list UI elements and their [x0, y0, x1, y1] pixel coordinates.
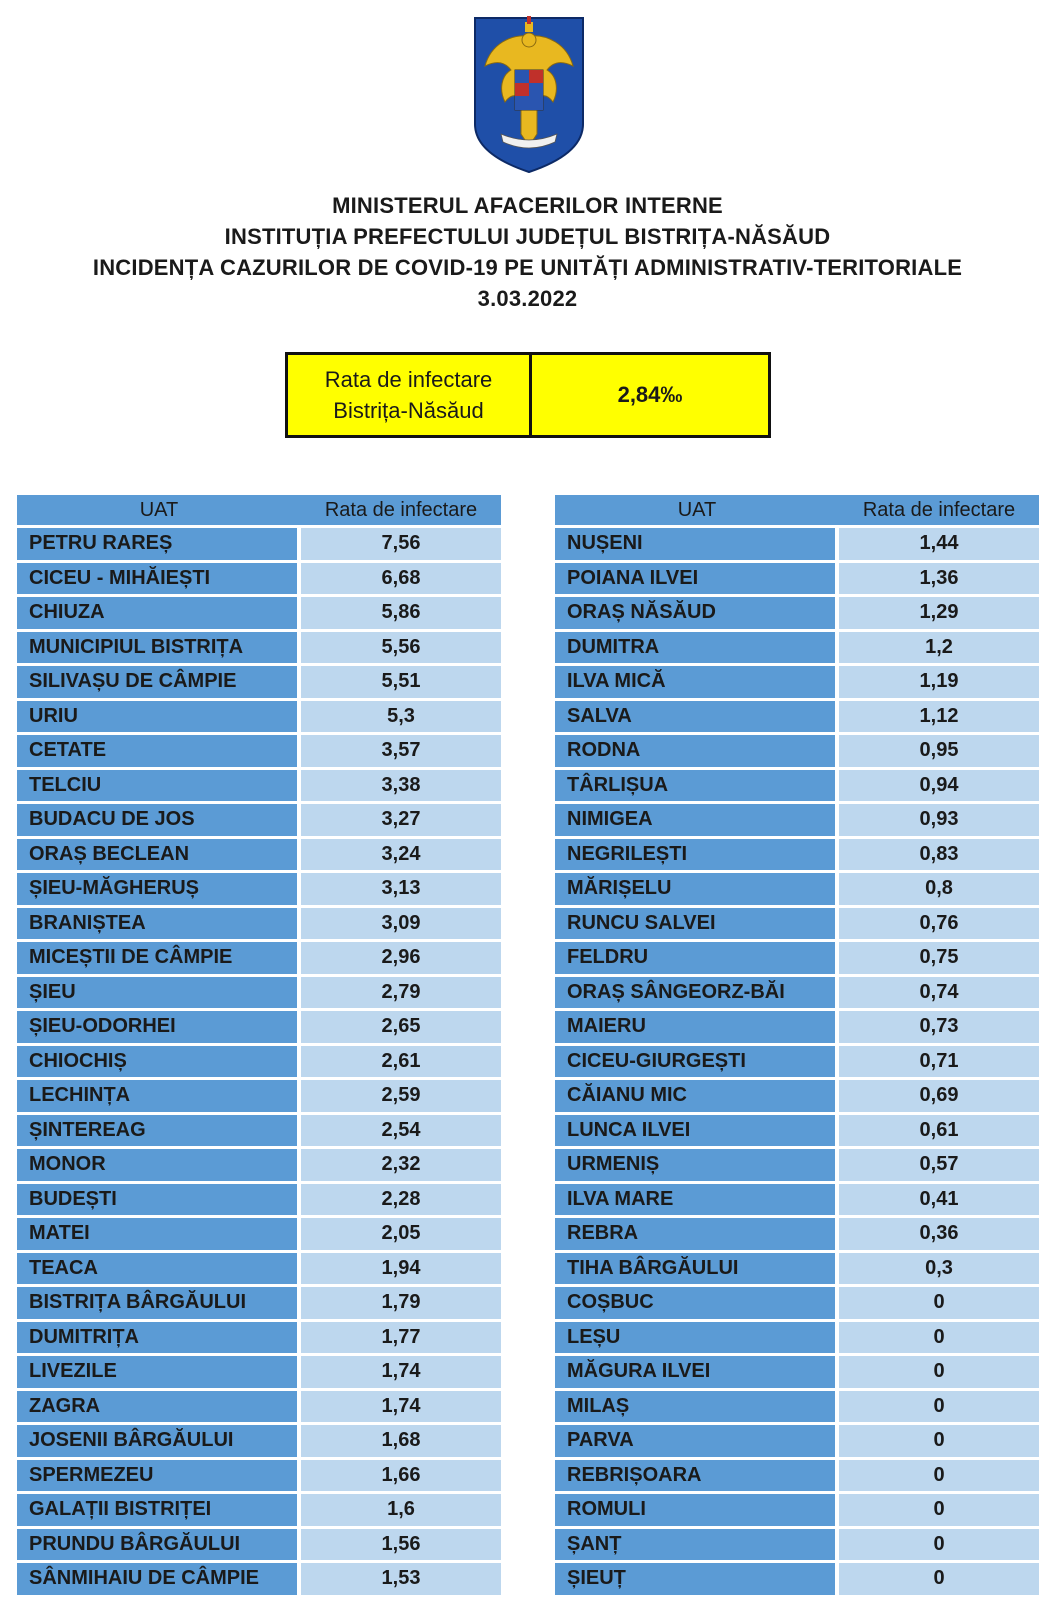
county-rate-box [285, 352, 771, 438]
uat-name-cell: REBRIȘOARA [555, 1460, 835, 1492]
table-row [17, 1529, 501, 1561]
uat-name-cell: POIANA ILVEI [555, 563, 835, 595]
uat-name-cell: BUDACU DE JOS [17, 804, 297, 836]
uat-name-cell: ZAGRA [17, 1391, 297, 1423]
infection-rate-cell: 2,59 [301, 1080, 501, 1112]
table-row [555, 1149, 1039, 1181]
report-date: 3.03.2022 [477, 286, 578, 311]
uat-table-right [555, 495, 1039, 1598]
table-row [17, 1563, 501, 1595]
infection-rate-cell: 1,53 [301, 1563, 501, 1595]
uat-name-cell: SÂNMIHAIU DE CÂMPIE [17, 1563, 297, 1595]
uat-name-cell: PARVA [555, 1425, 835, 1457]
uat-name-cell: ȘIEU-MĂGHERUȘ [17, 873, 297, 905]
uat-name-cell: ORAȘ BECLEAN [17, 839, 297, 871]
infection-rate-cell: 0,95 [839, 735, 1039, 767]
infection-rate-cell: 0,73 [839, 1011, 1039, 1043]
table-row [555, 873, 1039, 905]
table-row [17, 632, 501, 664]
uat-name-cell: CETATE [17, 735, 297, 767]
infection-rate-cell: 1,74 [301, 1356, 501, 1388]
uat-name-cell: TELCIU [17, 770, 297, 802]
uat-name-cell: DUMITRIȚA [17, 1322, 297, 1354]
table-row [17, 1115, 501, 1147]
uat-name-cell: SPERMEZEU [17, 1460, 297, 1492]
table-row [17, 666, 501, 698]
table-row [555, 1356, 1039, 1388]
infection-rate-cell: 1,68 [301, 1425, 501, 1457]
table-row [555, 528, 1039, 560]
infection-rate-cell: 0,61 [839, 1115, 1039, 1147]
uat-name-cell: BISTRIȚA BÂRGĂULUI [17, 1287, 297, 1319]
infection-rate-cell: 0 [839, 1287, 1039, 1319]
uat-name-cell: COȘBUC [555, 1287, 835, 1319]
uat-name-cell: TEACA [17, 1253, 297, 1285]
uat-name-cell: ORAȘ SÂNGEORZ-BĂI [555, 977, 835, 1009]
document-header [0, 190, 1055, 314]
infection-rate-cell: 0,8 [839, 873, 1039, 905]
infection-rate-cell: 1,6 [301, 1494, 501, 1526]
table-row [17, 701, 501, 733]
table-row [555, 942, 1039, 974]
table-row [555, 908, 1039, 940]
table-row [17, 839, 501, 871]
uat-name-cell: MAIERU [555, 1011, 835, 1043]
uat-name-cell: NUȘENI [555, 528, 835, 560]
county-rate-value: 2,84‰ [617, 382, 683, 407]
infection-rate-cell: 0 [839, 1322, 1039, 1354]
uat-name-cell: CHIOCHIȘ [17, 1046, 297, 1078]
uat-name-cell: LUNCA ILVEI [555, 1115, 835, 1147]
infection-rate-cell: 2,28 [301, 1184, 501, 1216]
infection-rate-cell: 7,56 [301, 528, 501, 560]
uat-name-cell: ILVA MARE [555, 1184, 835, 1216]
infection-rate-cell: 1,44 [839, 528, 1039, 560]
uat-name-cell: CICEU-GIURGEȘTI [555, 1046, 835, 1078]
table-row [17, 908, 501, 940]
uat-name-cell: URMENIȘ [555, 1149, 835, 1181]
infection-rate-cell: 5,86 [301, 597, 501, 629]
infection-rate-cell: 1,56 [301, 1529, 501, 1561]
table-row [555, 1287, 1039, 1319]
table-row [555, 1391, 1039, 1423]
table-row [17, 563, 501, 595]
uat-name-cell: LIVEZILE [17, 1356, 297, 1388]
table-row [17, 873, 501, 905]
uat-name-cell: MĂGURA ILVEI [555, 1356, 835, 1388]
uat-name-cell: TIHA BÂRGĂULUI [555, 1253, 835, 1285]
table-row [17, 597, 501, 629]
county-rate-label-line1: Rata de infectare [324, 367, 493, 392]
table-row [555, 1529, 1039, 1561]
infection-rate-cell: 0,74 [839, 977, 1039, 1009]
table-header [17, 495, 501, 525]
infection-rate-cell: 0,76 [839, 908, 1039, 940]
infection-rate-cell: 2,05 [301, 1218, 501, 1250]
uat-name-cell: NEGRILEȘTI [555, 839, 835, 871]
uat-name-cell: ȘIEU-ODORHEI [17, 1011, 297, 1043]
uat-name-cell: MICEȘTII DE CÂMPIE [17, 942, 297, 974]
infection-rate-cell: 0 [839, 1460, 1039, 1492]
uat-name-cell: ȘIEUȚ [555, 1563, 835, 1595]
table-row [17, 1391, 501, 1423]
uat-name-cell: GALAȚII BISTRIȚEI [17, 1494, 297, 1526]
uat-name-cell: MATEI [17, 1218, 297, 1250]
uat-name-cell: MUNICIPIUL BISTRIȚA [17, 632, 297, 664]
infection-rate-cell: 2,54 [301, 1115, 501, 1147]
uat-name-cell: TÂRLIȘUA [555, 770, 835, 802]
infection-rate-cell: 3,24 [301, 839, 501, 871]
uat-name-cell: BRANIȘTEA [17, 908, 297, 940]
uat-name-cell: ROMULI [555, 1494, 835, 1526]
uat-name-cell: DUMITRA [555, 632, 835, 664]
infection-rate-cell: 1,77 [301, 1322, 501, 1354]
table-header [555, 495, 1039, 525]
infection-rate-cell: 1,94 [301, 1253, 501, 1285]
uat-name-cell: REBRA [555, 1218, 835, 1250]
infection-rate-cell: 1,74 [301, 1391, 501, 1423]
infection-rate-cell: 0,75 [839, 942, 1039, 974]
table-row [17, 735, 501, 767]
table-row [555, 701, 1039, 733]
table-row [17, 1011, 501, 1043]
table-row [555, 1080, 1039, 1112]
table-row [17, 1080, 501, 1112]
uat-name-cell: MILAȘ [555, 1391, 835, 1423]
table-row [555, 1046, 1039, 1078]
table-row [17, 1149, 501, 1181]
infection-rate-cell: 0,36 [839, 1218, 1039, 1250]
table-row [555, 1322, 1039, 1354]
uat-name-cell: ȘIEU [17, 977, 297, 1009]
uat-name-cell: SALVA [555, 701, 835, 733]
uat-name-cell: NIMIGEA [555, 804, 835, 836]
uat-name-cell: LEȘU [555, 1322, 835, 1354]
table-row [555, 1184, 1039, 1216]
table-row [555, 770, 1039, 802]
report-title: INCIDENȚA CAZURILOR DE COVID-19 PE UNITĂȚI ADMINISTRATIV-TERITORIALE [92, 255, 963, 280]
infection-rate-cell: 0 [839, 1356, 1039, 1388]
uat-name-cell: RUNCU SALVEI [555, 908, 835, 940]
table-row [555, 1425, 1039, 1457]
infection-rate-cell: 2,32 [301, 1149, 501, 1181]
uat-name-cell: CHIUZA [17, 597, 297, 629]
table-row [555, 666, 1039, 698]
table-row [555, 1460, 1039, 1492]
uat-name-cell: RODNA [555, 735, 835, 767]
uat-name-cell: SILIVAȘU DE CÂMPIE [17, 666, 297, 698]
uat-name-cell: JOSENII BÂRGĂULUI [17, 1425, 297, 1457]
uat-name-cell: ȘANȚ [555, 1529, 835, 1561]
table-row [555, 563, 1039, 595]
institution-title: INSTITUȚIA PREFECTULUI JUDEȚUL BISTRIȚA-NĂSĂUD [224, 224, 831, 249]
table-row [17, 1046, 501, 1078]
infection-rate-cell: 3,57 [301, 735, 501, 767]
uat-table-left [17, 495, 501, 1598]
county-rate-label-line2: Bistrița-Năsăud [333, 398, 484, 423]
uat-name-cell: PETRU RAREȘ [17, 528, 297, 560]
infection-rate-cell: 0,57 [839, 1149, 1039, 1181]
uat-name-cell: ORAȘ NĂSĂUD [555, 597, 835, 629]
infection-rate-cell: 1,19 [839, 666, 1039, 698]
infection-rate-cell: 3,38 [301, 770, 501, 802]
infection-rate-cell: 1,36 [839, 563, 1039, 595]
table-row [555, 632, 1039, 664]
table-row [17, 804, 501, 836]
uat-name-cell: BUDEȘTI [17, 1184, 297, 1216]
table-row [555, 1253, 1039, 1285]
table-row [17, 770, 501, 802]
infection-rate-cell: 1,79 [301, 1287, 501, 1319]
infection-rate-cell: 0,71 [839, 1046, 1039, 1078]
infection-rate-cell: 0,3 [839, 1253, 1039, 1285]
infection-rate-cell: 0 [839, 1391, 1039, 1423]
table-row [17, 1287, 501, 1319]
uat-name-cell: LECHINȚA [17, 1080, 297, 1112]
uat-name-cell: ȘINTEREAG [17, 1115, 297, 1147]
infection-rate-cell: 1,12 [839, 701, 1039, 733]
uat-name-cell: MONOR [17, 1149, 297, 1181]
table-row [555, 1115, 1039, 1147]
table-row [17, 977, 501, 1009]
infection-rate-cell: 2,79 [301, 977, 501, 1009]
infection-rate-cell: 2,96 [301, 942, 501, 974]
uat-name-cell: ILVA MICĂ [555, 666, 835, 698]
table-row [17, 528, 501, 560]
table-row [17, 1425, 501, 1457]
ministry-title: MINISTERUL AFACERILOR INTERNE [332, 193, 723, 218]
infection-rate-cell: 0,94 [839, 770, 1039, 802]
table-row [555, 804, 1039, 836]
table-row [555, 1011, 1039, 1043]
infection-rate-cell: 0 [839, 1563, 1039, 1595]
infection-rate-cell: 0 [839, 1425, 1039, 1457]
uat-name-cell: CICEU - MIHĂIEȘTI [17, 563, 297, 595]
infection-rate-cell: 0,69 [839, 1080, 1039, 1112]
table-row [17, 1356, 501, 1388]
table-row [555, 1563, 1039, 1595]
table-row [17, 942, 501, 974]
infection-rate-cell: 1,66 [301, 1460, 501, 1492]
uat-name-cell: FELDRU [555, 942, 835, 974]
infection-rate-cell: 2,61 [301, 1046, 501, 1078]
table-row [17, 1253, 501, 1285]
column-header-uat: UAT [139, 498, 179, 521]
column-header-rate: Rata de infectare [862, 498, 1016, 521]
table-row [17, 1460, 501, 1492]
infection-rate-cell: 2,65 [301, 1011, 501, 1043]
infection-rate-cell: 0 [839, 1494, 1039, 1526]
table-row [555, 735, 1039, 767]
uat-name-cell: CĂIANU MIC [555, 1080, 835, 1112]
infection-rate-cell: 5,56 [301, 632, 501, 664]
table-row [17, 1494, 501, 1526]
infection-rate-cell: 0,83 [839, 839, 1039, 871]
uat-name-cell: URIU [17, 701, 297, 733]
infection-rate-cell: 5,3 [301, 701, 501, 733]
infection-rate-cell: 0 [839, 1529, 1039, 1561]
infection-rate-cell: 0,41 [839, 1184, 1039, 1216]
infection-rate-cell: 3,13 [301, 873, 501, 905]
infection-rate-cell: 5,51 [301, 666, 501, 698]
column-header-uat: UAT [677, 498, 717, 521]
table-row [17, 1218, 501, 1250]
infection-rate-cell: 3,27 [301, 804, 501, 836]
county-rate-label [288, 355, 532, 435]
table-row [555, 597, 1039, 629]
table-row [555, 839, 1039, 871]
table-row [555, 1494, 1039, 1526]
infection-rate-cell: 6,68 [301, 563, 501, 595]
infection-rate-cell: 3,09 [301, 908, 501, 940]
table-row [555, 977, 1039, 1009]
infection-rate-cell: 1,29 [839, 597, 1039, 629]
infection-rate-cell: 1,2 [839, 632, 1039, 664]
table-row [555, 1218, 1039, 1250]
uat-name-cell: MĂRIȘELU [555, 873, 835, 905]
infection-rate-cell: 0,93 [839, 804, 1039, 836]
uat-name-cell: PRUNDU BÂRGĂULUI [17, 1529, 297, 1561]
table-row [17, 1184, 501, 1216]
column-header-rate: Rata de infectare [324, 498, 478, 521]
coat-of-arms-icon [471, 14, 587, 174]
table-row [17, 1322, 501, 1354]
